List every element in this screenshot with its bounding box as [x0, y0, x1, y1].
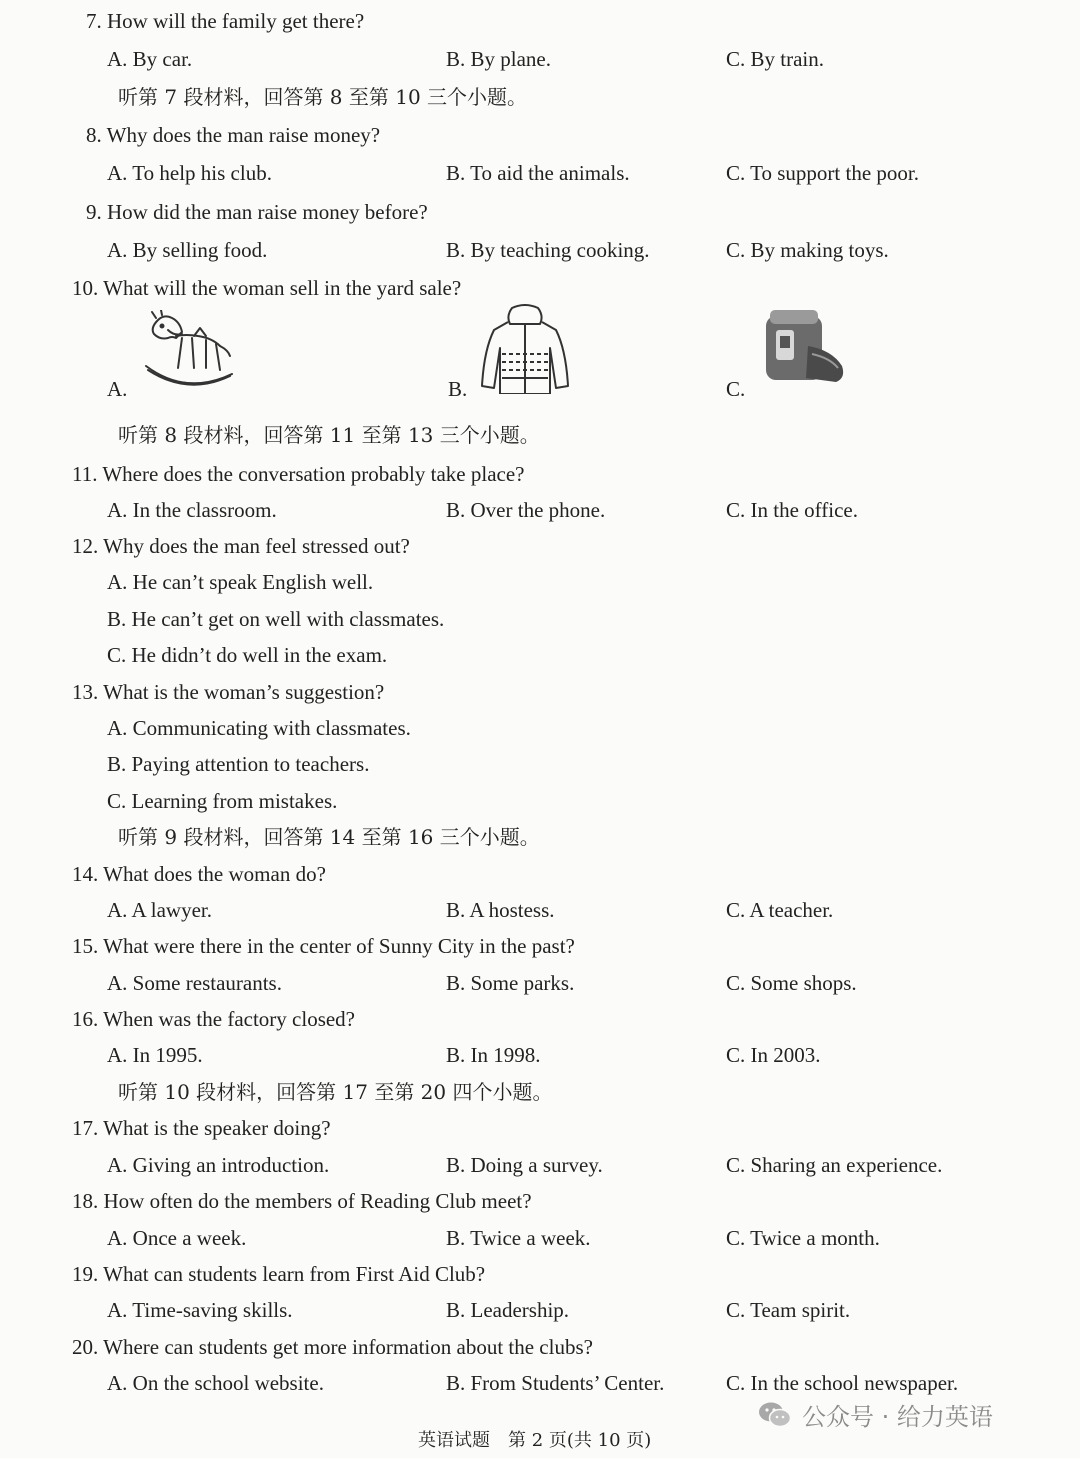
- watermark-text: 公众号 · 给力英语: [802, 1403, 993, 1431]
- q7-option-c: C. By train.: [726, 47, 824, 71]
- section-9-instruction: 听第 9 段材料，回答第 14 至第 16 三个小题。: [118, 825, 540, 849]
- q16-option-b: B. In 1998.: [446, 1043, 541, 1067]
- question-9: 9. How did the man raise money before?: [86, 200, 428, 224]
- q12-option-a: A. He can’t speak English well.: [107, 570, 374, 594]
- question-14: 14. What does the woman do?: [72, 862, 326, 886]
- question-17: 17. What is the speaker doing?: [72, 1116, 331, 1140]
- q19-option-b: B. Leadership.: [446, 1298, 570, 1322]
- q19-option-a: A. Time-saving skills.: [107, 1298, 293, 1322]
- q16-option-a: A. In 1995.: [107, 1043, 203, 1067]
- q16-option-c: C. In 2003.: [726, 1043, 821, 1067]
- q15-option-a: A. Some restaurants.: [107, 971, 282, 995]
- q10-option-c: C.: [726, 377, 746, 401]
- q17-option-a: A. Giving an introduction.: [107, 1153, 330, 1177]
- section-10-instruction: 听第 10 段材料，回答第 17 至第 20 四个小题。: [118, 1080, 553, 1104]
- q7-option-b: B. By plane.: [446, 47, 551, 71]
- watermark: [758, 1397, 993, 1432]
- q12-option-b: B. He can’t get on well with classmates.: [107, 607, 445, 631]
- q10-option-b: B.: [448, 377, 468, 401]
- q9-option-c: C. By making toys.: [726, 238, 889, 262]
- q13-option-b: B. Paying attention to teachers.: [107, 752, 370, 776]
- question-20: 20. Where can students get more information about the clubs?: [72, 1335, 593, 1359]
- question-8: 8. Why does the man raise money?: [86, 123, 381, 147]
- page-footer: 英语试题 第 2 页(共 10 页): [418, 1430, 652, 1451]
- question-10: 10. What will the woman sell in the yard sale?: [72, 276, 462, 300]
- q12-option-c: C. He didn’t do well in the exam.: [107, 643, 388, 667]
- q9-option-a: A. By selling food.: [107, 238, 268, 262]
- q9-option-b: B. By teaching cooking.: [446, 238, 650, 262]
- q20-option-a: A. On the school website.: [107, 1371, 324, 1395]
- q18-option-c: C. Twice a month.: [726, 1226, 880, 1250]
- question-11: 11. Where does the conversation probably take place?: [72, 462, 525, 486]
- q15-option-b: B. Some parks.: [446, 971, 575, 995]
- q13-option-a: A. Communicating with classmates.: [107, 716, 411, 740]
- q14-option-c: C. A teacher.: [726, 898, 834, 922]
- jacket-icon: [478, 304, 572, 394]
- section-8-instruction: 听第 8 段材料，回答第 11 至第 13 三个小题。: [118, 423, 540, 447]
- q11-option-b: B. Over the phone.: [446, 498, 606, 522]
- q14-option-a: A. A lawyer.: [107, 898, 212, 922]
- q11-option-a: A. In the classroom.: [107, 498, 277, 522]
- q8-option-a: A. To help his club.: [107, 161, 272, 185]
- question-13: 13. What is the woman’s suggestion?: [72, 680, 385, 704]
- q18-option-b: B. Twice a week.: [446, 1226, 591, 1250]
- q14-option-b: B. A hostess.: [446, 898, 555, 922]
- question-7: 7. How will the family get there?: [86, 9, 365, 33]
- question-19: 19. What can students learn from First Aid Club?: [72, 1262, 486, 1286]
- q15-option-c: C. Some shops.: [726, 971, 857, 995]
- q20-option-b: B. From Students’ Center.: [446, 1371, 665, 1395]
- wechat-icon: [758, 1401, 792, 1429]
- question-18: 18. How often do the members of Reading Club meet?: [72, 1189, 532, 1213]
- q8-option-c: C. To support the poor.: [726, 161, 919, 185]
- q11-option-c: C. In the office.: [726, 498, 858, 522]
- q13-option-c: C. Learning from mistakes.: [107, 789, 338, 813]
- q17-option-c: C. Sharing an experience.: [726, 1153, 943, 1177]
- q17-option-b: B. Doing a survey.: [446, 1153, 603, 1177]
- q18-option-a: A. Once a week.: [107, 1226, 247, 1250]
- q19-option-c: C. Team spirit.: [726, 1298, 851, 1322]
- question-12: 12. Why does the man feel stressed out?: [72, 534, 410, 558]
- question-16: 16. When was the factory closed?: [72, 1007, 356, 1031]
- rocking-horse-icon: [138, 310, 234, 396]
- q8-option-b: B. To aid the animals.: [446, 161, 630, 185]
- q7-option-a: A. By car.: [107, 47, 193, 71]
- q20-option-c: C. In the school newspaper.: [726, 1371, 959, 1395]
- q10-option-a: A.: [107, 377, 128, 401]
- toaster-icon: [760, 306, 848, 390]
- question-15: 15. What were there in the center of Sunny City in the past?: [72, 934, 575, 958]
- section-7-instruction: 听第 7 段材料，回答第 8 至第 10 三个小题。: [118, 85, 528, 109]
